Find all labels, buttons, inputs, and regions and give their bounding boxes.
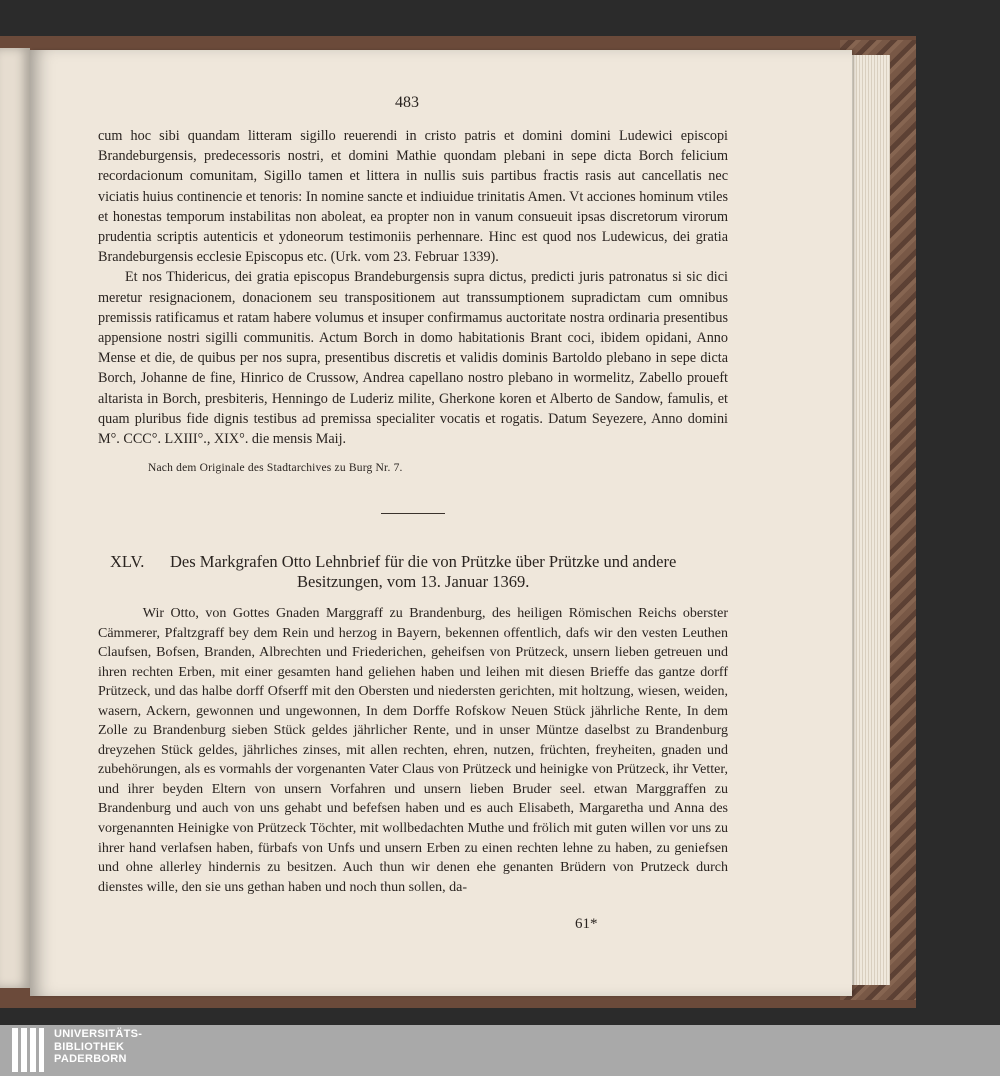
german-paragraph: Wir Otto, von Gottes Gnaden Marggraff zu Brandenburg, des heiligen Römischen Reichs oberster Cämmerer, Pfaltzgraff bey dem Rein und herzog in Bayern, bekennen offentlich, dafs wir den vesten Leuthen Claufsen, Bofsen, Branden, Albrechten und Friederichen, geheifsen von Prützeck, unsern lieben getreuen und ihren rechten Erben, mit einer gesamten hand geliehen haben und leihen mit diesen Brieffe das gantze dorff Prützeck, und das halbe dorff Ofserff mit den Obersten und niedersten gerichten, mit holtzung, wiesen, weiden, wasern, Ackern, gewonnen und ungewonnen, In dem Dorffe Rofskow Neuen Stück jährliche Rente, In dem Zolle zu Brandenburg sieben Stück geldes jährlicher Rente, und in unser Müntze daselbst zu Brandenburg dreyzehen Stück geldes, jährliches zinses, mit allen rechten, ehren, nutzen, früchten, freyheiten, gnaden und zubehörungen, als es vormahls der vorgenanten Vater Claus von Prützeck und heinigke von Prützeck, ihr Vetter, und ihrer beyden Eltern von unsern Vorfahren und unsern lieben Bruder seel. etwan Marggraffen zu Brandenburg und auch von uns gehabt und befefsen haben und es auch Elisabeth, Margaretha und Anna des vorgenannten Heinigke von Prützeck Töchter, mit wollbedachten Muthe und frölich mit guten willen vor uns zu ihrer hand verlafsen haben, fürbafs von Unfs und unsern Erben zu einen rechten lehne zu haben, zu geniefsen und ohne allerley hindernis zu besitzen. Auch thun wir denen ehe genanten Brüdern von Prutzeck durch dienstes wille, den sie uns gethan haben und noch thun sollen, da- (98, 606, 728, 895)
library-name-line-2: BIBLIOTHEK (54, 1040, 125, 1053)
section-divider (381, 513, 445, 514)
latin-paragraph: cum hoc sibi quandam litteram sigillo reuerendi in cristo patris et domini domini Ludewici episcopi Brandeburgensis, predecessoris nostri, et domini Mathie quondam plebani in sepe dicta Borch felicium recordacionum comunitam, Sigillo tamen et littera in nullis suis partibus fractis rasis aut cancellatis nec viciatis huius continencie et tenoris: In nomine sancte et indiuidue trinitatis Amen. Vt acciones hominum vtiles et honestas temporum instabilitas non aboleat, ea propter non in vanum consueuit ipsas discretorum virorum prudentia scriptis autenticis et ydoneorum testimoniis perhennare. Hinc est quod nos Ludewicus, dei gratia Brandeburgensis ecclesie Episcopus etc. (Urk. vom 23. Februar 1339). (98, 128, 728, 266)
left-page-edge (0, 48, 30, 988)
library-footer (0, 1025, 1000, 1076)
page-number: 483 (395, 94, 419, 111)
german-text-block (98, 604, 728, 897)
source-note: Nach dem Originale des Stadtarchives zu Burg Nr. 7. (148, 462, 403, 474)
heading-title-line-2: Besitzungen, vom 13. Januar 1369. (297, 572, 530, 591)
heading-title-line-1: Des Markgrafen Otto Lehnbrief für die von Prützke über Prützke und andere (170, 552, 677, 571)
signature-mark: 61* (575, 916, 598, 932)
document-number: XLV. (110, 552, 145, 571)
document-heading (110, 552, 730, 592)
latin-text-block (98, 126, 728, 449)
library-logo-icon (12, 1028, 50, 1072)
library-name (54, 1028, 142, 1066)
latin-paragraph: Et nos Thidericus, dei gratia episcopus Brandeburgensis supra dictus, predicti juris patronatus si sic dici meretur resignacionem, donacionem seu transpositionem aut transsumptionem supradictam cum omnibus premissis ratificamus et ratam habere volumus et insuper confirmamus auctoritate nostra ordinaria presentibus appensione nostri sigilli communitis. Actum Borch in domo habitationis Brant coci, ibidem opidani, Anno Mense et die, de quibus per nos supra, presentibus discretis et validis dominis Bartoldo plebano in sepe dicta Borch, Johanne de fine, Hinrico de Crussow, Andrea capellano nostro plebano in wormelitz, Zabello proueft altarista in Borch, presbiteris, Henningo de Luderiz milite, Gherkone koren et Alberto de Sandow, famulis, et quam pluribus fide dignis testibus ad premissa specialiter vocatis et rogatis. Datum Seyezere, Anno domini M°. CCC°. LXIII°., XIX°. die mensis Maij. (98, 269, 728, 448)
library-name-line-3: PADERBORN (54, 1053, 127, 1065)
library-name-line-1: UNIVERSITÄTS- (54, 1028, 143, 1040)
